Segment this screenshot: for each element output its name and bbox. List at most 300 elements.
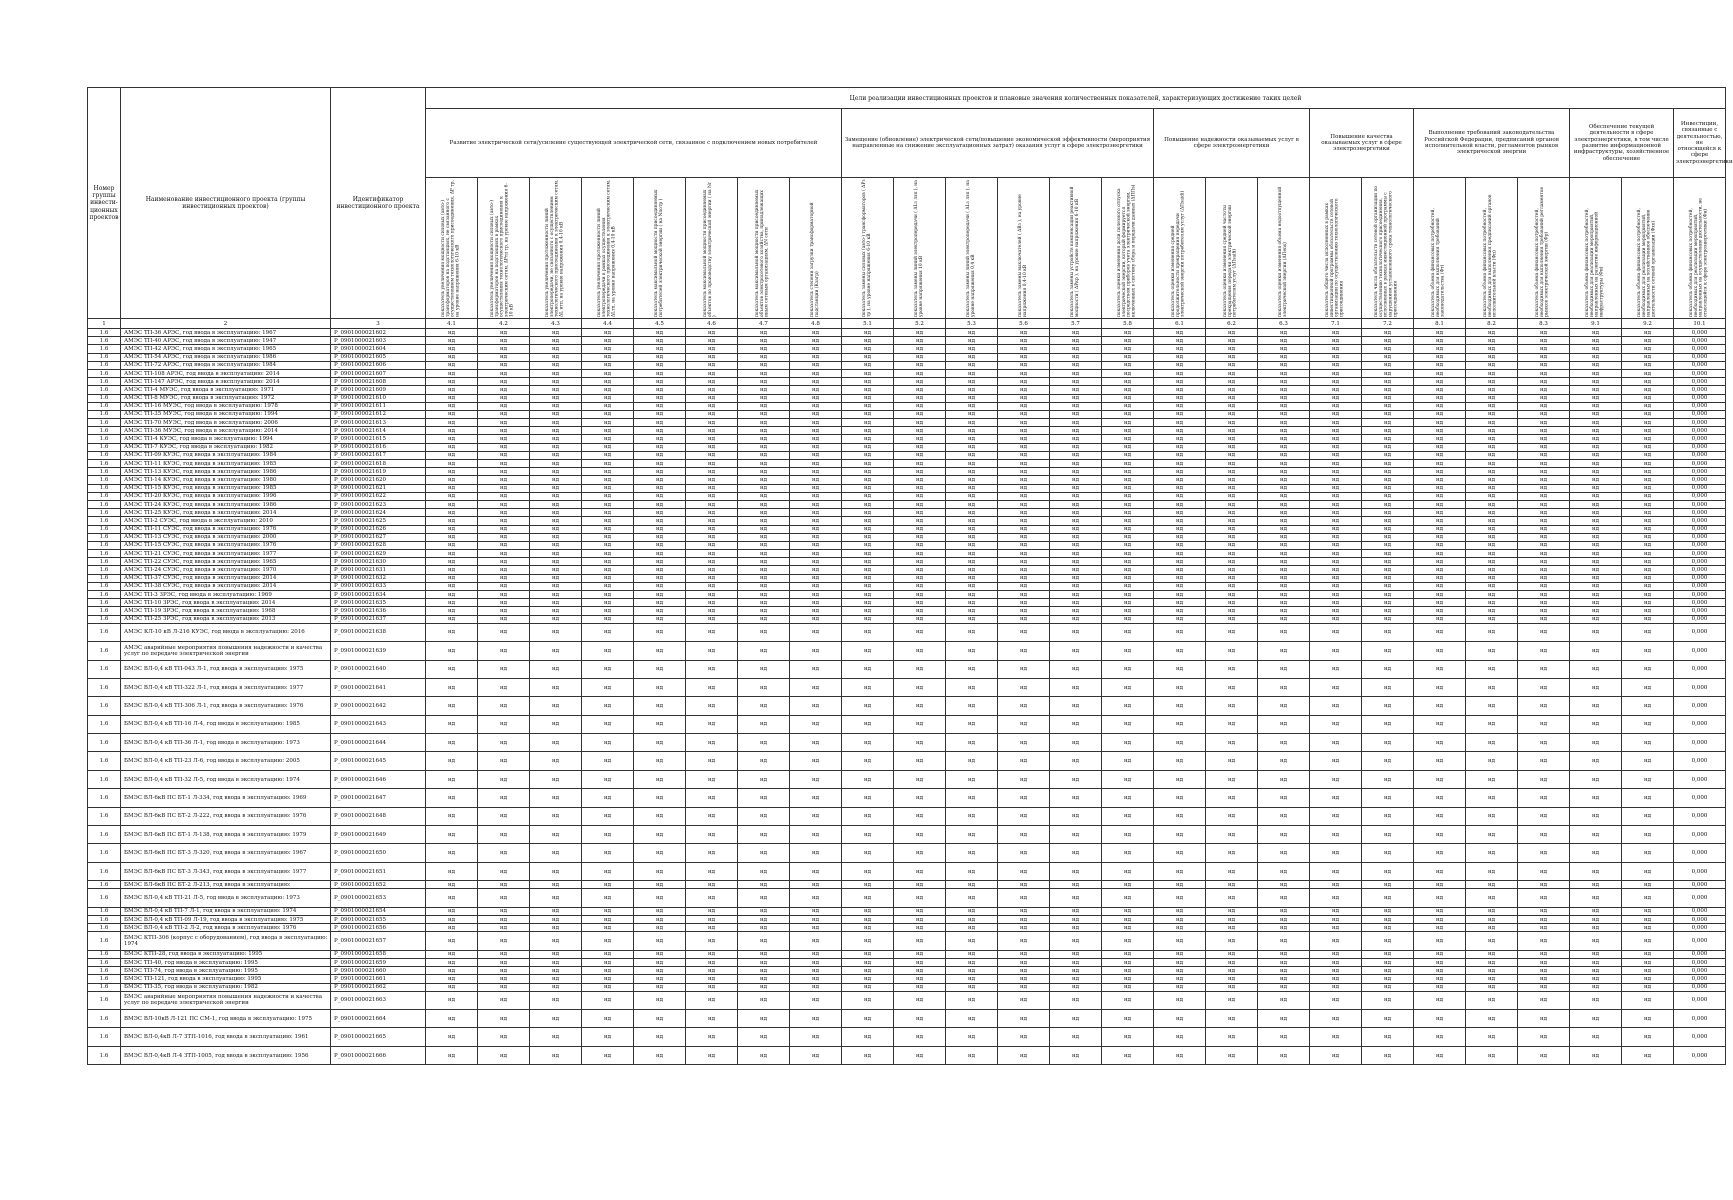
row-value: нд	[1466, 734, 1518, 752]
row-value: нд	[1414, 476, 1466, 484]
row-value: нд	[1102, 550, 1154, 558]
row-value: нд	[478, 907, 530, 915]
indicator-label: показатель замены линий электропередачи ( ΔLз лэп ), на уровне напряжения 10 кВ	[913, 180, 924, 317]
row-value: нд	[530, 361, 582, 369]
row-value: нд	[1050, 394, 1102, 402]
row-value: нд	[1102, 1046, 1154, 1064]
row-value: нд	[530, 697, 582, 715]
row-value-total: 0,000	[1674, 958, 1726, 966]
row-value: нд	[790, 907, 842, 915]
row-value: нд	[1414, 1028, 1466, 1046]
row-project-name: БМЭС ВЛ-0,4 кВ ТП-21 Л-5, год ввода в эксплуатацию: 1973	[121, 889, 331, 907]
row-value: нд	[1102, 329, 1154, 337]
row-value: нд	[686, 615, 738, 623]
row-value: нд	[426, 591, 478, 599]
row-value: нд	[1102, 697, 1154, 715]
row-value: нд	[738, 789, 790, 807]
row-value: нд	[1310, 460, 1362, 468]
row-value: нд	[1258, 386, 1310, 394]
row-project-name: АМЭС ТП-40 АРЭС, год ввода в эксплуатацию: 1947	[121, 337, 331, 345]
row-value-total: 0,000	[1674, 607, 1726, 615]
row-value: нд	[530, 591, 582, 599]
row-value: нд	[842, 402, 894, 410]
row-value: нд	[1310, 1028, 1362, 1046]
row-value: нд	[1258, 369, 1310, 377]
row-project-name: БМЭС ВЛ-0,4 кВ ТП-23 Л-6, год ввода в эксплуатацию: 2005	[121, 752, 331, 770]
row-value: нд	[1154, 623, 1206, 641]
row-value: нд	[894, 591, 946, 599]
row-value: нд	[1102, 967, 1154, 975]
column-index: 6.3	[1258, 319, 1310, 329]
row-value: нд	[894, 678, 946, 696]
header-indicator	[1570, 178, 1622, 319]
row-value: нд	[1518, 550, 1570, 558]
row-value: нд	[478, 599, 530, 607]
row-value: нд	[1050, 915, 1102, 923]
row-value: нд	[530, 566, 582, 574]
row-value: нд	[1362, 427, 1414, 435]
row-value: нд	[634, 476, 686, 484]
row-value: нд	[894, 770, 946, 788]
row-value: нд	[1518, 435, 1570, 443]
row-value: нд	[1466, 476, 1518, 484]
row-value: нд	[1050, 451, 1102, 459]
row-project-id: P_0901000021610	[331, 394, 426, 402]
row-value: нд	[1414, 734, 1466, 752]
row-value: нд	[842, 582, 894, 590]
row-project-name: БМЭС ВЛ-6кВ ПС БТ-2 Л-213, год ввода в эксплуатацию:	[121, 881, 331, 889]
table-row	[88, 924, 1726, 932]
row-value: нд	[1050, 924, 1102, 932]
table-row	[88, 337, 1726, 345]
row-value: нд	[582, 844, 634, 862]
row-value: нд	[686, 826, 738, 844]
row-value: нд	[1310, 337, 1362, 345]
row-value: нд	[530, 509, 582, 517]
row-group-number: 1.6	[88, 402, 121, 410]
row-project-id: P_0901000021638	[331, 623, 426, 641]
row-value: нд	[842, 789, 894, 807]
row-value: нд	[1518, 525, 1570, 533]
row-value: нд	[1466, 558, 1518, 566]
row-value: нд	[1310, 915, 1362, 923]
row-project-name: АМЭС ТП-72 АРЭС, год ввода в эксплуатацию: 1984	[121, 361, 331, 369]
row-value: нд	[1154, 807, 1206, 825]
header-col-name	[121, 88, 331, 319]
row-group-number: 1.6	[88, 509, 121, 517]
row-group-number: 1.6	[88, 1028, 121, 1046]
row-value: нд	[842, 889, 894, 907]
row-value: нд	[842, 566, 894, 574]
row-value: нд	[946, 844, 998, 862]
row-value: нд	[1310, 983, 1362, 991]
row-value: нд	[1258, 460, 1310, 468]
table-row	[88, 500, 1726, 508]
row-group-number: 1.6	[88, 697, 121, 715]
row-value: нд	[790, 599, 842, 607]
row-value: нд	[478, 394, 530, 402]
row-value: нд	[1258, 476, 1310, 484]
row-value: нд	[1310, 932, 1362, 950]
row-project-id: P_0901000021633	[331, 582, 426, 590]
row-value: нд	[686, 907, 738, 915]
row-value: нд	[790, 443, 842, 451]
row-value: нд	[530, 950, 582, 958]
row-value: нд	[946, 1010, 998, 1028]
row-group-number: 1.6	[88, 623, 121, 641]
row-value: нд	[842, 541, 894, 549]
row-value: нд	[686, 1028, 738, 1046]
row-project-name: БМЭС ВЛ-6кВ ПС БТ-3 Л-343, год ввода в эксплуатацию: 1977	[121, 862, 331, 880]
row-value: нд	[842, 915, 894, 923]
row-value: нд	[1154, 509, 1206, 517]
row-value: нд	[634, 660, 686, 678]
row-project-name: ВМЭС ВЛ-0,4кВ Л-4 ЗТП-1005, год ввода в эксплуатацию: 1956	[121, 1046, 331, 1064]
row-value: нд	[842, 734, 894, 752]
row-value: нд	[1518, 566, 1570, 574]
row-group-number: 1.6	[88, 558, 121, 566]
row-value: нд	[1206, 924, 1258, 932]
row-value: нд	[1102, 623, 1154, 641]
row-value: нд	[894, 345, 946, 353]
row-value: нд	[530, 983, 582, 991]
row-value: нд	[998, 623, 1050, 641]
row-value: нд	[1570, 394, 1622, 402]
row-value: нд	[738, 660, 790, 678]
row-value: нд	[1362, 509, 1414, 517]
row-value: нд	[1206, 907, 1258, 915]
row-value: нд	[1622, 958, 1674, 966]
row-group-number: 1.6	[88, 591, 121, 599]
row-value: нд	[426, 983, 478, 991]
row-value: нд	[530, 826, 582, 844]
row-value: нд	[894, 915, 946, 923]
row-value: нд	[1622, 599, 1674, 607]
row-value: нд	[1154, 789, 1206, 807]
row-value: нд	[1050, 443, 1102, 451]
row-project-id: P_0901000021651	[331, 862, 426, 880]
row-value: нд	[582, 752, 634, 770]
row-value: нд	[1414, 394, 1466, 402]
row-project-id: P_0901000021611	[331, 402, 426, 410]
row-value: нд	[894, 642, 946, 660]
row-value: нд	[686, 607, 738, 615]
row-value: нд	[634, 329, 686, 337]
row-value: нд	[738, 435, 790, 443]
row-value: нд	[1310, 591, 1362, 599]
row-value: нд	[478, 770, 530, 788]
row-value: нд	[738, 402, 790, 410]
table-row	[88, 915, 1726, 923]
row-value-total: 0,000	[1674, 468, 1726, 476]
row-value: нд	[1362, 889, 1414, 907]
row-value: нд	[1258, 715, 1310, 733]
row-value: нд	[1310, 419, 1362, 427]
row-value: нд	[946, 807, 998, 825]
row-value: нд	[686, 361, 738, 369]
row-value: нд	[634, 361, 686, 369]
row-value: нд	[1258, 1028, 1310, 1046]
row-project-name: АМЭС ТП-13 КУЭС, год ввода в эксплуатацию: 1986	[121, 468, 331, 476]
row-value: нд	[738, 541, 790, 549]
row-value: нд	[1518, 517, 1570, 525]
row-value: нд	[738, 844, 790, 862]
row-value: нд	[478, 983, 530, 991]
row-value: нд	[1050, 789, 1102, 807]
row-value: нд	[1050, 525, 1102, 533]
row-value: нд	[894, 660, 946, 678]
row-value: нд	[1102, 678, 1154, 696]
row-value: нд	[1622, 427, 1674, 435]
row-value: нд	[478, 435, 530, 443]
row-value: нд	[478, 881, 530, 889]
row-value: нд	[1258, 967, 1310, 975]
row-value: нд	[1310, 660, 1362, 678]
row-value: нд	[686, 541, 738, 549]
row-value: нд	[1310, 607, 1362, 615]
row-value: нд	[634, 443, 686, 451]
row-value: нд	[1310, 642, 1362, 660]
row-value: нд	[1622, 582, 1674, 590]
row-value: нд	[738, 950, 790, 958]
row-value: нд	[1466, 468, 1518, 476]
row-value: нд	[1414, 402, 1466, 410]
row-value: нд	[790, 353, 842, 361]
row-value: нд	[790, 533, 842, 541]
row-value: нд	[1518, 715, 1570, 733]
row-project-id: P_0901000021617	[331, 451, 426, 459]
row-value: нд	[1310, 394, 1362, 402]
row-value: нд	[842, 752, 894, 770]
row-value: нд	[738, 329, 790, 337]
row-value: нд	[790, 950, 842, 958]
row-value: нд	[842, 924, 894, 932]
table-row	[88, 509, 1726, 517]
row-value: нд	[582, 533, 634, 541]
row-value-total: 0,000	[1674, 1028, 1726, 1046]
row-value: нд	[582, 599, 634, 607]
row-value-total: 0,000	[1674, 826, 1726, 844]
row-value: нд	[1518, 697, 1570, 715]
row-value: нд	[1154, 566, 1206, 574]
row-value: нд	[946, 476, 998, 484]
row-value: нд	[1518, 789, 1570, 807]
row-project-id: P_0901000021614	[331, 427, 426, 435]
row-value: нд	[946, 582, 998, 590]
row-value: нд	[1362, 862, 1414, 880]
row-value: нд	[1414, 345, 1466, 353]
row-value: нд	[1622, 574, 1674, 582]
row-value: нд	[1310, 566, 1362, 574]
row-value: нд	[478, 715, 530, 733]
row-project-id: P_0901000021608	[331, 378, 426, 386]
row-project-id: P_0901000021631	[331, 566, 426, 574]
table-row	[88, 427, 1726, 435]
header-indicator	[1622, 178, 1674, 319]
row-value: нд	[1154, 752, 1206, 770]
row-project-name: АМЭС аварийные мероприятия повышения надежности и качества услуг по передаче электрической энергии	[121, 642, 331, 660]
row-project-name: АМЭС ТП-38 СУЭС, год ввода в эксплуатацию: 2014	[121, 582, 331, 590]
row-value: нд	[1102, 492, 1154, 500]
row-value: нд	[1206, 435, 1258, 443]
row-value: нд	[1570, 958, 1622, 966]
row-value: нд	[634, 517, 686, 525]
row-value: нд	[946, 932, 998, 950]
row-value: нд	[842, 337, 894, 345]
table-row	[88, 734, 1726, 752]
row-group-number: 1.6	[88, 991, 121, 1009]
row-group-number: 1.6	[88, 807, 121, 825]
row-value: нд	[842, 715, 894, 733]
row-value: нд	[842, 345, 894, 353]
row-value: нд	[1466, 623, 1518, 641]
row-project-id: P_0901000021665	[331, 1028, 426, 1046]
row-value: нд	[1102, 591, 1154, 599]
row-value: нд	[998, 826, 1050, 844]
row-project-id: P_0901000021619	[331, 468, 426, 476]
row-value: нд	[790, 435, 842, 443]
row-project-id: P_0901000021609	[331, 386, 426, 394]
row-value: нд	[894, 907, 946, 915]
row-value: нд	[1362, 460, 1414, 468]
row-value: нд	[530, 1028, 582, 1046]
row-value: нд	[1362, 468, 1414, 476]
table-row	[88, 582, 1726, 590]
row-value: нд	[946, 752, 998, 770]
row-value: нд	[1050, 361, 1102, 369]
row-value-total: 0,000	[1674, 402, 1726, 410]
row-value: нд	[530, 623, 582, 641]
row-value: нд	[1258, 924, 1310, 932]
row-value-total: 0,000	[1674, 950, 1726, 958]
row-value: нд	[1258, 337, 1310, 345]
row-value: нд	[894, 881, 946, 889]
row-value: нд	[478, 752, 530, 770]
row-value: нд	[1466, 752, 1518, 770]
row-value: нд	[1518, 509, 1570, 517]
row-value: нд	[1154, 541, 1206, 549]
row-value: нд	[738, 509, 790, 517]
row-value: нд	[530, 337, 582, 345]
row-value: нд	[1570, 950, 1622, 958]
row-project-id: P_0901000021642	[331, 697, 426, 715]
row-value: нд	[1414, 378, 1466, 386]
row-value: нд	[1362, 337, 1414, 345]
row-value: нд	[1154, 983, 1206, 991]
row-value: нд	[1258, 574, 1310, 582]
row-value: нд	[1050, 862, 1102, 880]
row-value: нд	[1570, 369, 1622, 377]
row-value: нд	[1362, 975, 1414, 983]
row-value: нд	[1154, 361, 1206, 369]
row-value: нд	[790, 967, 842, 975]
row-group-number: 1.6	[88, 770, 121, 788]
row-value: нд	[1102, 525, 1154, 533]
header-group-2: Замещение (обновление) электрической сети/повышение экономической эффективности (мероприятия направленные на снижение эксплуатационных затрат) оказания услуг в сфере электроэнергетики	[842, 109, 1154, 178]
row-value: нд	[426, 369, 478, 377]
row-value: нд	[426, 353, 478, 361]
row-value: нд	[998, 492, 1050, 500]
row-value: нд	[1362, 752, 1414, 770]
row-value: нд	[634, 844, 686, 862]
row-value: нд	[998, 410, 1050, 418]
row-value: нд	[1414, 660, 1466, 678]
row-value: нд	[998, 615, 1050, 623]
row-value: нд	[1518, 660, 1570, 678]
row-value: нд	[634, 924, 686, 932]
row-value: нд	[1570, 975, 1622, 983]
row-value: нд	[1362, 591, 1414, 599]
row-value: нд	[1518, 492, 1570, 500]
row-value: нд	[894, 517, 946, 525]
row-project-name: АМЭС ТП-3 ЗРЭС, год ввода в эксплуатацию: 1969	[121, 591, 331, 599]
row-value: нд	[1570, 435, 1622, 443]
row-value: нд	[634, 615, 686, 623]
row-value: нд	[1570, 451, 1622, 459]
row-value: нд	[1206, 889, 1258, 907]
row-value: нд	[1622, 1046, 1674, 1064]
row-value: нд	[946, 361, 998, 369]
row-value: нд	[1466, 345, 1518, 353]
row-value: нд	[530, 500, 582, 508]
row-value: нд	[582, 541, 634, 549]
row-value: нд	[1258, 550, 1310, 558]
row-value: нд	[1206, 678, 1258, 696]
row-value: нд	[1154, 484, 1206, 492]
row-value-total: 0,000	[1674, 991, 1726, 1009]
row-value: нд	[1050, 329, 1102, 337]
row-value: нд	[634, 500, 686, 508]
row-group-number: 1.6	[88, 361, 121, 369]
column-index: 10.1	[1674, 319, 1726, 329]
row-value: нд	[1050, 826, 1102, 844]
row-value: нд	[1310, 697, 1362, 715]
row-value: нд	[1466, 697, 1518, 715]
row-value: нд	[1258, 607, 1310, 615]
indicator-label: показатель степени загрузки трансформаторной подстанции (Кзагр)	[809, 202, 820, 317]
row-value: нд	[738, 443, 790, 451]
row-value: нд	[1362, 983, 1414, 991]
row-value: нд	[1050, 345, 1102, 353]
row-value: нд	[1622, 337, 1674, 345]
table-row	[88, 678, 1726, 696]
header-label: Идентификатор инвестиционного проекта	[336, 195, 420, 210]
row-value: нд	[1258, 558, 1310, 566]
row-value: нд	[1154, 500, 1206, 508]
row-value: нд	[842, 476, 894, 484]
row-value: нд	[1102, 844, 1154, 862]
row-value: нд	[478, 789, 530, 807]
row-project-name: АМЭС ТП-19 ЗРЭС, год ввода в эксплуатацию: 1968	[121, 607, 331, 615]
row-value: нд	[1310, 574, 1362, 582]
row-value: нд	[1518, 924, 1570, 932]
row-value: нд	[1518, 558, 1570, 566]
row-value: нд	[1258, 378, 1310, 386]
row-project-name: АМЭС ТП-21 СУЭС, год ввода в эксплуатацию: 1977	[121, 550, 331, 558]
row-value: нд	[1518, 752, 1570, 770]
row-project-id: P_0901000021646	[331, 770, 426, 788]
row-value: нд	[1466, 369, 1518, 377]
row-value: нд	[738, 881, 790, 889]
row-value: нд	[1518, 958, 1570, 966]
row-value: нд	[946, 734, 998, 752]
row-value: нд	[1518, 451, 1570, 459]
row-value: нд	[842, 770, 894, 788]
row-value: нд	[1310, 361, 1362, 369]
row-value: нд	[738, 361, 790, 369]
header-indicator	[738, 178, 790, 319]
table-row	[88, 443, 1726, 451]
